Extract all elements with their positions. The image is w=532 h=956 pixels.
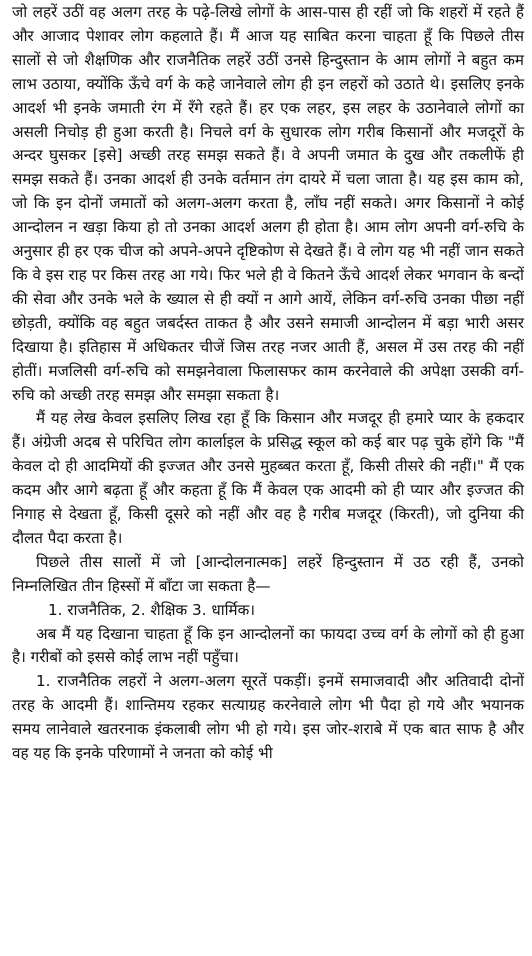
category-list: 1. राजनैतिक, 2. शैक्षिक 3. धार्मिक। bbox=[48, 600, 256, 619]
paragraph-4: अब मैं यह दिखाना चाहता हूँ कि इन आन्दोलनों का फायदा उच्च वर्ग के लोगों को ही हुआ है। गरीबों को इससे कोई लाभ नहीं पहुँचा। bbox=[12, 624, 524, 667]
paragraph-5: 1. राजनैतिक लहरों ने अलग-अलग सूरतें पकड़ीं। इनमें समाजवादी और अतिवादी दोनों तरह के आदमी हैं। शान्तिमय रहकर सत्याग्रह करनेवाले लोग भी पैदा हो गये और भयानक समय लानेवाले खतरनाक इंकलाबी लोग भी हो गये। इस जोर-शराबे में एक बात साफ है और वह यह कि इनके परिणामों ने जनता को कोई भी bbox=[12, 672, 524, 763]
paragraph-3: पिछले तीस सालों में जो [आन्दोलनात्मक] लहरें हिन्दुस्तान में उठ रही हैं, उनको निम्नलिखित तीन हिस्सों में बाँटा जा सकता है— bbox=[12, 552, 524, 595]
paragraph-2: मैं यह लेख केवल इसलिए लिख रहा हूँ कि किसान और मजदूर ही हमारे प्यार के हकदार हैं। अंग्रेजी अदब से परिचित लोग कार्लाइल के प्रसिद्ध स्कूल को कई बार पढ़ चुके होंगे कि "मैं केवल दो ही आदमियों की इज्जत और उनसे मुहब्बत करता हूँ, किसी तीसरे की नहीं।" मैं एक कदम और आगे बढ़ता हूँ और कहता हूँ कि मैं केवल एक आदमी को ही प्यार और इज्जत की निगाह से देखता हूँ, किसी दूसरे को नहीं और वह है गरीब मजदूर (किरती), जो दुनिया की दौलत पैदा करता है। bbox=[12, 409, 524, 547]
paragraph-1: जो लहरें उठीं वह अलग तरह के पढ़े-लिखे लोगों के आस-पास ही रहीं जो कि शहरों में रहते हैं और आजाद पेशावर लोग कहलाते हैं। मैं आज यह साबित करना चाहता हूँ कि पिछले तीस सालों से जो शैक्षणिक और राजनैतिक लहरें उठीं उनसे हिन्दुस्तान के आम लोगों ने बहुत कम लाभ उठाया, क्योंकि ऊँचे वर्ग के कहे जानेवाले लोग ही इन लहरों को उठाते थे। इसलिए इनके आदर्श भी इनके जमाती रंग में रँगे रहते हैं। हर एक लहर, इस लहर के उठानेवाले लोगों का असली निचोड़ ही हुआ करती है। निचले वर्ग के सुधारक लोग गरीब किसानों और मजदूरों के अन्दर घुसकर [इसे] अच्छी तरह समझ सकते हैं। वे अपनी जमात के दुख और तकलीफें ही समझ सकते हैं। उनका आदर्श ही उनके वर्तमान तंग दायरे में चला जाता है। यह इस काम को, जो कि इन दोनों जमातों को अलग-अलग करता है, लाँघ नहीं सकते। अगर किसानों ने कोई आन्दोलन न खड़ा किया हो तो उनका आदर्श अलग ही होता है। आम लोग अपनी वर्ग-रुचि के अनुसार ही हर एक चीज को अपने-अपने दृष्टिकोण से देखते हैं। वे लोग यह भी नहीं जान सकते कि वे इस राह पर किस तरह आ गये। फिर भले ही वे कितने ऊँचे आदर्श लेकर भगवान के बन्दों की सेवा और उनके भले के ख्याल से ही क्यों न आगे आयें, लेकिन वर्ग-रुचि उनका पीछा नहीं छोड़ती, क्योंकि वह बहुत जबर्दस्त ताकत है और उसने समाजी आन्दोलन में बड़ा भारी असर दिखाया है। इतिहास में अधिकतर चीजें जिस तरह नजर आती हैं, असल में उस तरह की नहीं होतीं। मजलिसी वर्ग-रुचि को समझनेवाला फिलासफर काम करनेवाले की अपेक्षा उसकी वर्ग-रुचि को अच्छी तरह समझ और समझा सकता है। bbox=[12, 3, 524, 404]
